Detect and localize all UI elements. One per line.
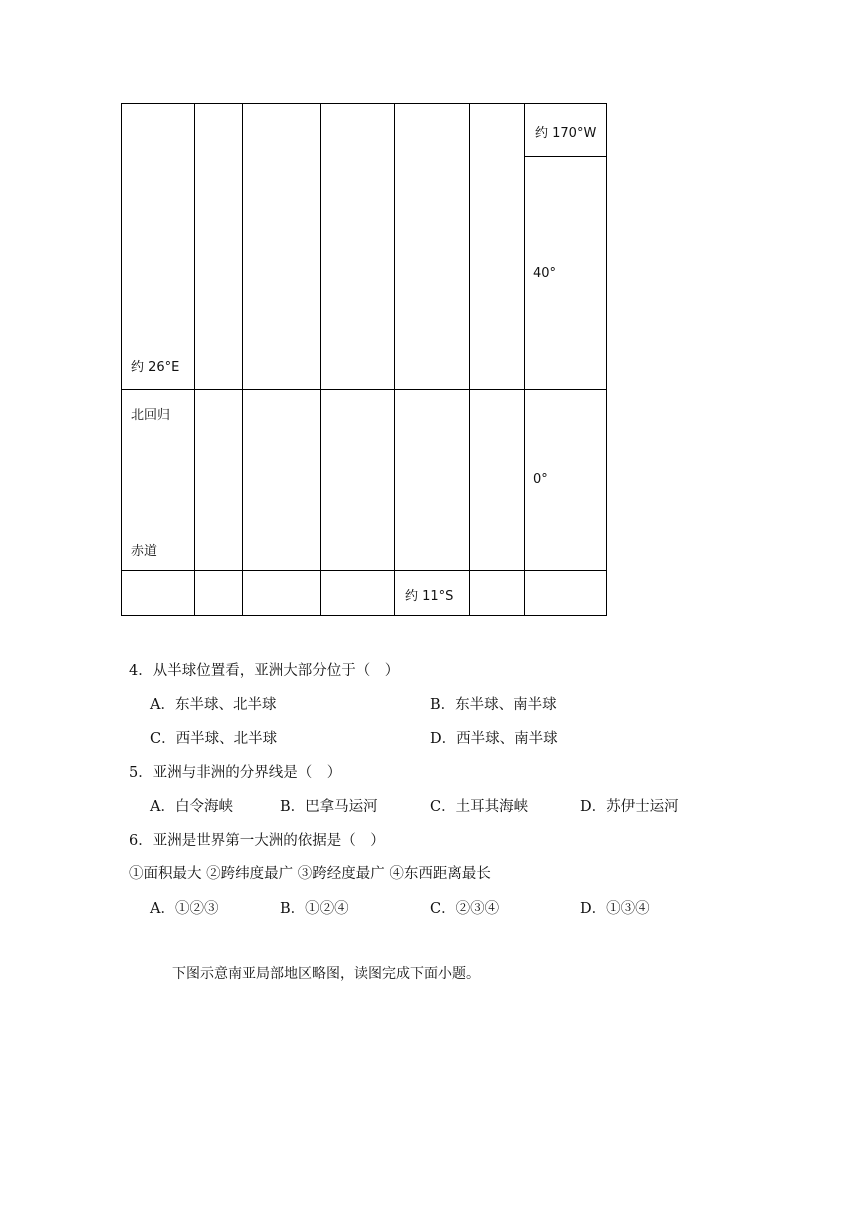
table-cell-latitude-40: 40° — [533, 266, 557, 281]
table-rule — [194, 103, 195, 616]
table-rule — [469, 103, 470, 616]
question-6-option-a: A．①②③ — [150, 901, 219, 917]
question-6-statement: ①面积最大 ②跨纬度最广 ③跨经度最广 ④东西距离最长 — [129, 866, 491, 882]
question-6-option-d: D．①③④ — [580, 901, 650, 917]
table-rule — [320, 103, 321, 616]
table-border-left — [121, 103, 122, 616]
question-4-option-d: D．西半球、南半球 — [430, 731, 558, 747]
question-5-option-a: A．白令海峡 — [150, 799, 233, 815]
table-cell-tropic: 北回归 — [131, 408, 171, 423]
question-4-option-a: A．东半球、北半球 — [150, 697, 277, 713]
question-4-stem: 4．从半球位置看，亚洲大部分位于（ ） — [129, 663, 400, 679]
table-cell-east-longitude: 约 26°E — [131, 360, 180, 375]
table-rule — [524, 103, 525, 616]
question-6-option-b: B．①②④ — [280, 901, 349, 917]
question-5-option-c: C．土耳其海峡 — [430, 799, 529, 815]
question-5-option-b: B．巴拿马运河 — [280, 799, 378, 815]
table-cell-west-longitude: 约 170°W — [535, 126, 597, 141]
table-rule — [242, 103, 243, 616]
table-rule — [394, 103, 395, 616]
table-cell-south-latitude: 约 11°S — [405, 589, 454, 604]
question-6-option-c: C．②③④ — [430, 901, 500, 917]
table-border-right — [606, 103, 607, 616]
data-table — [121, 103, 607, 616]
section-intro-text: 下图示意南亚局部地区略图，读图完成下面小题。 — [172, 966, 480, 982]
question-4-option-c: C．西半球、北半球 — [150, 731, 278, 747]
table-cell-latitude-0: 0° — [533, 472, 548, 487]
table-cell-equator: 赤道 — [131, 544, 158, 559]
question-5-option-d: D．苏伊士运河 — [580, 799, 679, 815]
question-4-option-b: B．东半球、南半球 — [430, 697, 557, 713]
question-6-stem: 6．亚洲是世界第一大洲的依据是（ ） — [129, 833, 385, 849]
table-rule — [525, 156, 607, 157]
question-5-stem: 5．亚洲与非洲的分界线是（ ） — [129, 765, 342, 781]
